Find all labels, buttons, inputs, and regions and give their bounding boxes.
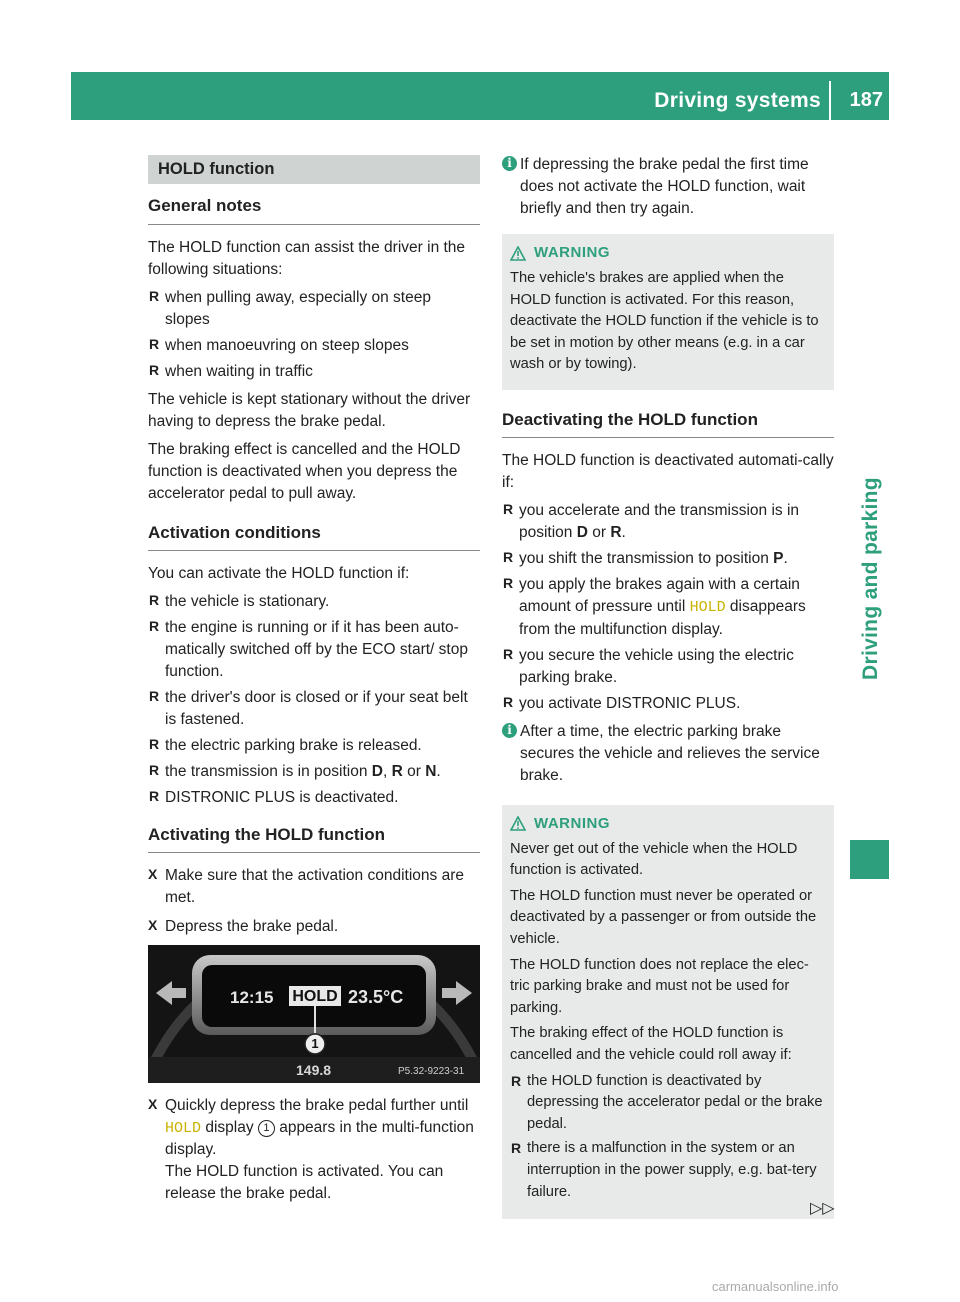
general-notes-heading: General notes [148,194,480,224]
warning-list [510,1071,826,1204]
activating-steps [148,865,480,938]
list-item: R the driver's door is closed or if your seat belt is fastened. [148,687,480,731]
list-item: R you shift the transmission to position P. [502,548,834,570]
list-item: R you activate DISTRONIC PLUS. [502,693,834,715]
list-item: R you accelerate and the transmission is in position D or R. [502,500,834,544]
info-icon: i [502,723,517,738]
list-item: R when pulling away, especially on steep slopes [148,287,480,331]
callout-1: 1 [311,1035,319,1051]
warning-title: WARNING [510,242,826,264]
deactivating-list [502,500,834,714]
activation-list [148,591,480,809]
activating-heading: Activating the HOLD function [148,823,480,853]
warning-triangle-icon [510,816,526,831]
list-item: R you secure the vehicle using the electric parking brake. [502,645,834,689]
display-odometer: 149.8 [296,1061,332,1078]
page-header [71,72,889,120]
activating-steps-continued [148,1095,480,1205]
general-para-2: The braking effect is cancelled and the HOLD function is deactivated when you depress the accelerator pedal to pull away. [148,440,461,502]
list-item: R when waiting in traffic [148,361,480,383]
list-item: R there is a malfunction in the system or an interruption in the power supply, e.g. bat-tery failure. [510,1138,826,1203]
list-item: R the engine is running or if it has been auto-matically switched off by the ECO start/ stop function. [148,617,480,683]
step-item: X Make sure that the activation conditions are met. [148,865,464,906]
info-note-2: i After a time, the electric parking brake secures the vehicle and relieves the service brake. [502,721,834,787]
general-intro: The HOLD function can assist the driver in the following situations: [148,238,466,278]
figure-code: P5.32-9223-31 [398,1065,465,1077]
left-column [148,150,480,1212]
display-temperature: 23.5°C [348,986,404,1007]
watermark: carmanualsonline.info [712,1279,839,1294]
deactivating-heading: Deactivating the HOLD function [502,408,834,438]
list-item: R the electric parking brake is released. [148,735,480,757]
activation-conditions-heading: Activation conditions [148,521,480,551]
multifunction-display-photo [148,945,480,1083]
warning-title: WARNING [510,813,826,835]
warning-text: The vehicle's brakes are applied when the HOLD function is activated. For this reason, deactivate the HOLD function if the vehicle is to be set in motion by other means (e.g. in a car wash or by towing). [510,270,819,373]
activation-intro: You can activate the HOLD function if: [148,564,410,582]
warning-text: The HOLD function does not replace the elec-tric parking brake and must not be used for parking. [510,956,809,1016]
info-note-1: i If depressing the brake pedal the first time does not activate the HOLD function, wait briefly and then try again. [502,154,834,220]
warning-triangle-icon [510,246,526,261]
header-divider [829,81,831,120]
info-icon: i [502,156,517,171]
warning-text: The HOLD function must never be operated or deactivated by a passenger or from outside the vehicle. [510,887,817,947]
warning-text: Never get out of the vehicle when the HOLD function is activated. [510,840,798,879]
display-hold-label: HOLD [292,987,338,1005]
list-item: R when manoeuvring on steep slopes [148,335,480,357]
general-para-1: The vehicle is kept stationary without the driver having to depress the brake pedal. [148,390,471,430]
warning-box-1 [502,234,834,390]
list-item: R the transmission is in position D, R or N. [148,761,480,783]
step-item: X Depress the brake pedal. [148,916,339,935]
step-item: X Quickly depress the brake pedal further until HOLD display 1 appears in the multi-function display. The HOLD function is activated. You can release the brake pedal. [148,1095,474,1203]
list-item: R you apply the brakes again with a certain amount of pressure until HOLD disappears from the multifunction display. [502,574,834,640]
step-result: The HOLD function is activated. You can release the brake pedal. [165,1163,444,1203]
callout-1-ref: 1 [258,1120,275,1137]
continue-arrow-icon: ▷▷ [810,1200,835,1217]
right-column [502,154,834,1237]
display-time: 12:15 [230,987,274,1007]
page-number: 187 [849,89,883,111]
list-item: R the vehicle is stationary. [148,591,480,613]
general-list [148,287,480,383]
side-tab-marker [850,840,889,879]
list-item: R the HOLD function is deactivated by depressing the accelerator pedal or the brake pedal. [510,1071,826,1136]
warning-box-2 [502,805,834,1220]
list-item: R DISTRONIC PLUS is deactivated. [148,787,480,809]
side-tab-label: Driving and parking [859,477,883,680]
section-box-heading: HOLD function [148,155,480,184]
chapter-title: Driving systems [654,89,821,112]
warning-text: The braking effect of the HOLD function is cancelled and the vehicle could roll away if: [510,1025,792,1064]
deactivating-intro: The HOLD function is deactivated automati-cally if: [502,452,834,492]
